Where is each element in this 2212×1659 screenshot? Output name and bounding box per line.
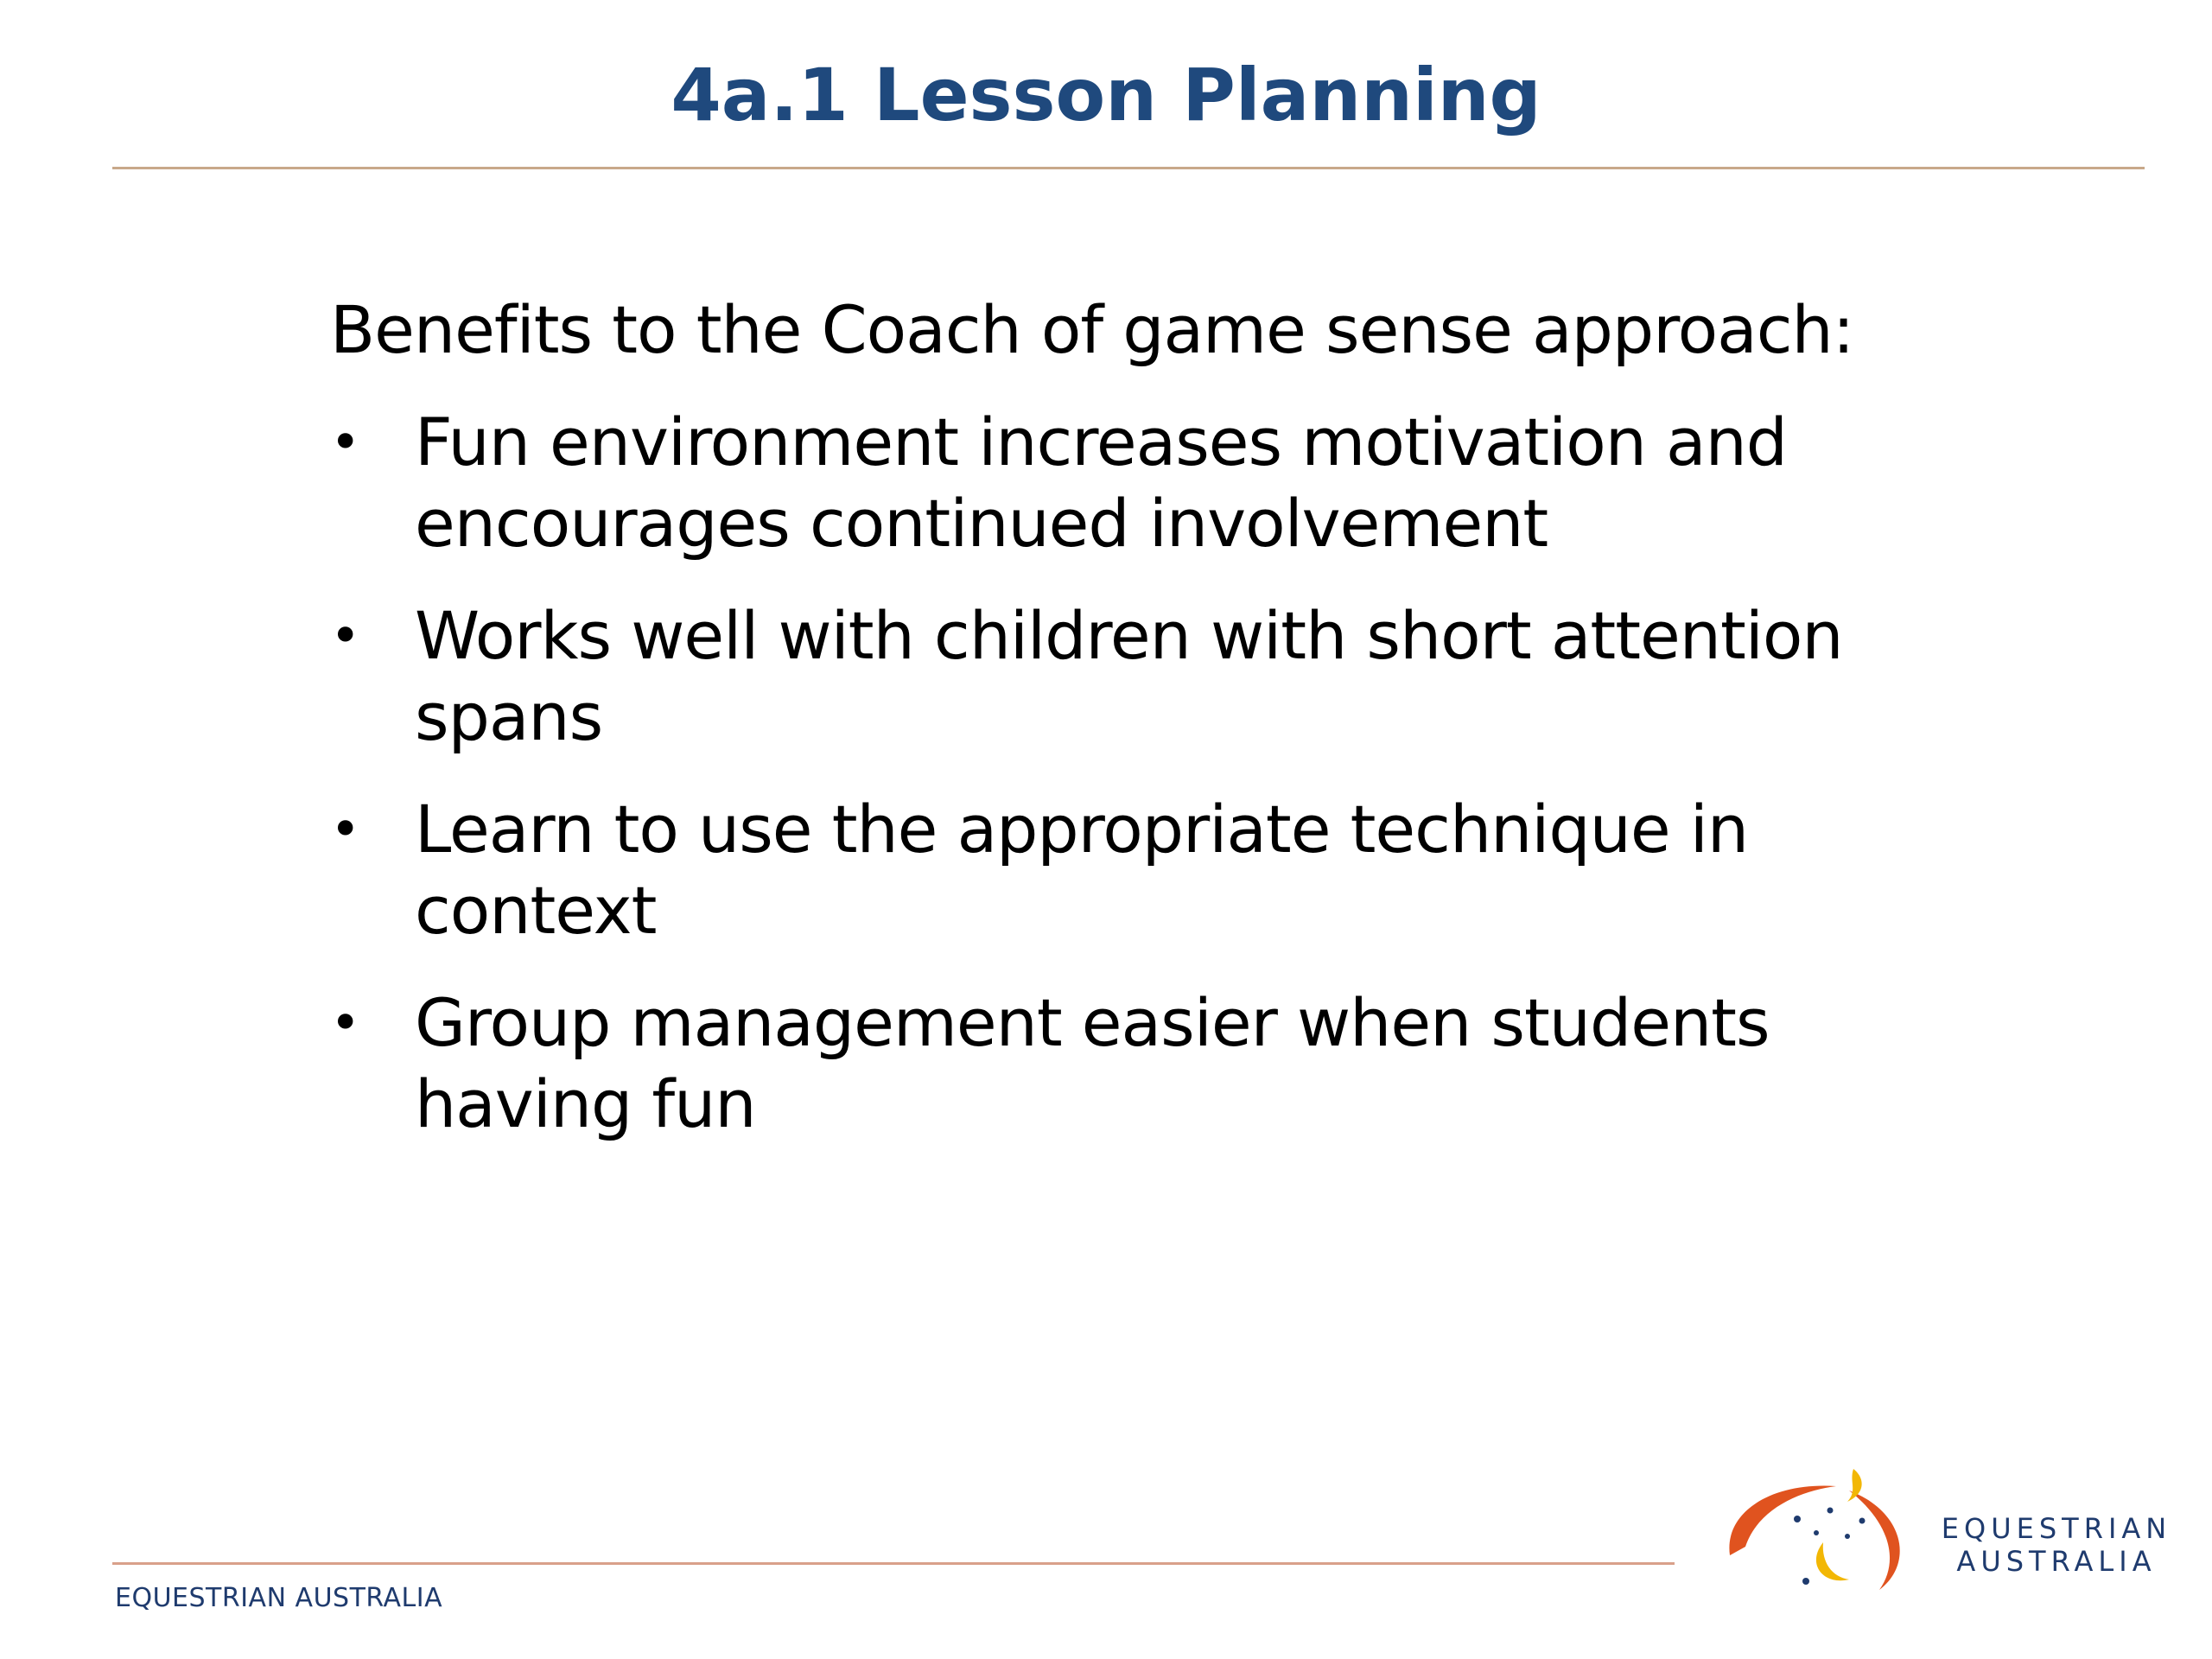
slide-content xyxy=(330,289,1972,1176)
bullet-item xyxy=(330,595,1972,758)
logo-line-1: EQUESTRIAN xyxy=(1941,1512,2172,1545)
title-divider xyxy=(112,167,2145,169)
horse-emblem-icon xyxy=(1719,1460,1927,1599)
bullet-icon: • xyxy=(330,606,360,666)
footer-organization: EQUESTRIAN AUSTRALIA xyxy=(115,1583,443,1613)
bullet-item xyxy=(330,402,1972,564)
bullet-item xyxy=(330,982,1972,1145)
slide-title: 4a.1 Lesson Planning xyxy=(671,53,1541,137)
intro-text: Benefits to the Coach of game sense approach: xyxy=(330,291,1854,368)
logo-wordmark xyxy=(1936,1512,2177,1578)
bullet-icon: • xyxy=(330,799,360,860)
bullet-text: Fun environment increases motivation and encourages continued involvement xyxy=(415,404,1788,562)
bullet-list xyxy=(330,402,1972,1145)
footer-divider xyxy=(112,1562,1675,1565)
equestrian-australia-logo xyxy=(1719,1460,2172,1599)
logo-line-2: AUSTRALIA xyxy=(1956,1545,2157,1578)
bullet-item xyxy=(330,789,1972,951)
bullet-text: Learn to use the appropriate technique in context xyxy=(415,791,1749,949)
bullet-icon: • xyxy=(330,993,360,1053)
bullet-icon: • xyxy=(330,412,360,473)
bullet-text: Works well with children with short attention spans xyxy=(415,597,1843,755)
bullet-text: Group management easier when students having fun xyxy=(415,984,1770,1142)
